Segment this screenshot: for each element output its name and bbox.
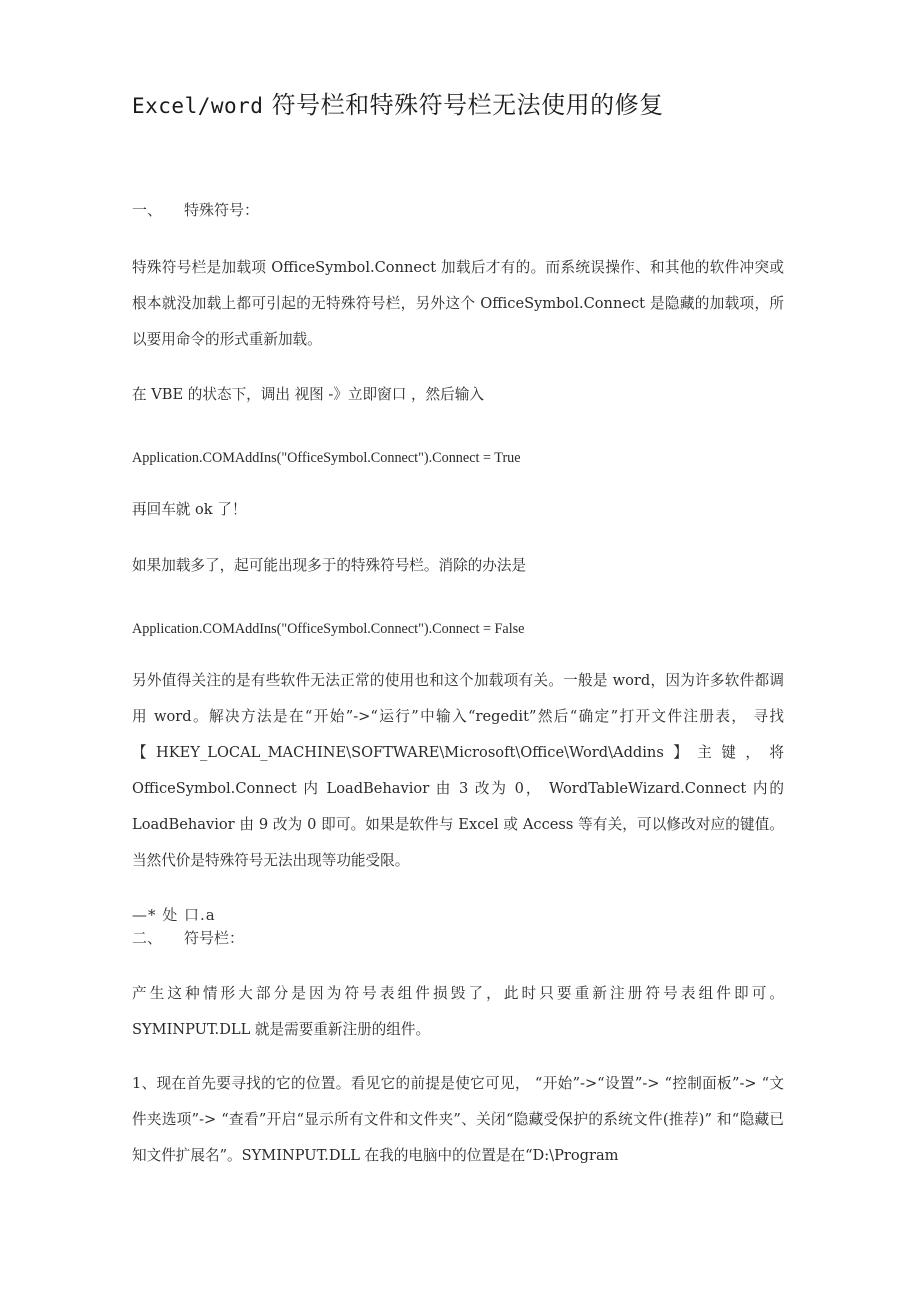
code-line-1: Application.COMAddIns("OfficeSymbol.Connect").Connect = True [132, 450, 521, 466]
scan-artifact-text: —* 处 口.a [132, 906, 216, 924]
paragraph-5: 另外值得关注的是有些软件无法正常的使用也和这个加载项有关。一般是 word，因为许多软件都调用 word。解决方法是在“开始”->“运行”中输入“regedit”然后“确定”打开文件注册表， 寻找【HKEY_LOCAL_MACHINE\SOFTWARE\Microsoft\Office\Word\Addins】主键，将 OfficeSymbol.Connect 内 LoadBehavior 由 3 改为 0， WordTableWizard.Connect 内的 LoadBehavior 由 9 改为 0 即可。如果是软件与 Excel 或 Access 等有关，可以修改对应的键值。当然代价是特殊符号无法出现等功能受限。 [132, 672, 784, 869]
paragraph-1: 特殊符号栏是加载项 OfficeSymbol.Connect 加载后才有的。而系统误操作、和其他的软件冲突或根本就没加载上都可引起的无特殊符号栏，另外这个 OfficeSymbol.Connect 是隐藏的加载项，所以要用命令的形式重新加载。 [132, 259, 784, 348]
title-cjk-part: 符号栏和特殊符号栏无法使用的修复 [271, 91, 664, 119]
section-number-1: 一、 [132, 201, 163, 219]
paragraph-3: 再回车就 ok 了！ [132, 501, 247, 518]
paragraph-7: 1、现在首先要寻找的它的位置。看见它的前提是使它可见， “开始”->“设置”-> “控制面板”-> “文件夹选项”-> “查看”开启“显示所有文件和文件夹”、关闭“隐藏受保护的系统文件(推荐)” 和“隐藏已知文件扩展名”。SYMINPUT.DLL 在我的电脑中的位置是在“D:\Program [132, 1075, 784, 1164]
section-title-2: 符号栏： [184, 929, 245, 947]
paragraph-6: 产生这种情形大部分是因为符号表组件损毁了，此时只要重新注册符号表组件即可。SYMINPUT.DLL 就是需要重新注册的组件。 [132, 985, 784, 1038]
section-heading-2 [132, 927, 244, 949]
code-line-2: Application.COMAddIns("OfficeSymbol.Connect").Connect = False [132, 621, 525, 637]
section-title-1: 特殊符号： [184, 201, 260, 219]
paragraph-4: 如果加载多了，起可能出现多于的特殊符号栏。消除的办法是 [132, 557, 527, 574]
title-latin-part: Excel/word [132, 94, 264, 118]
paragraph-2: 在 VBE 的状态下，调出 视图 -》立即窗口 ，然后输入 [132, 386, 484, 403]
section-heading-1 [132, 199, 259, 221]
section-number-2: 二、 [132, 929, 163, 947]
document-title [132, 86, 664, 125]
